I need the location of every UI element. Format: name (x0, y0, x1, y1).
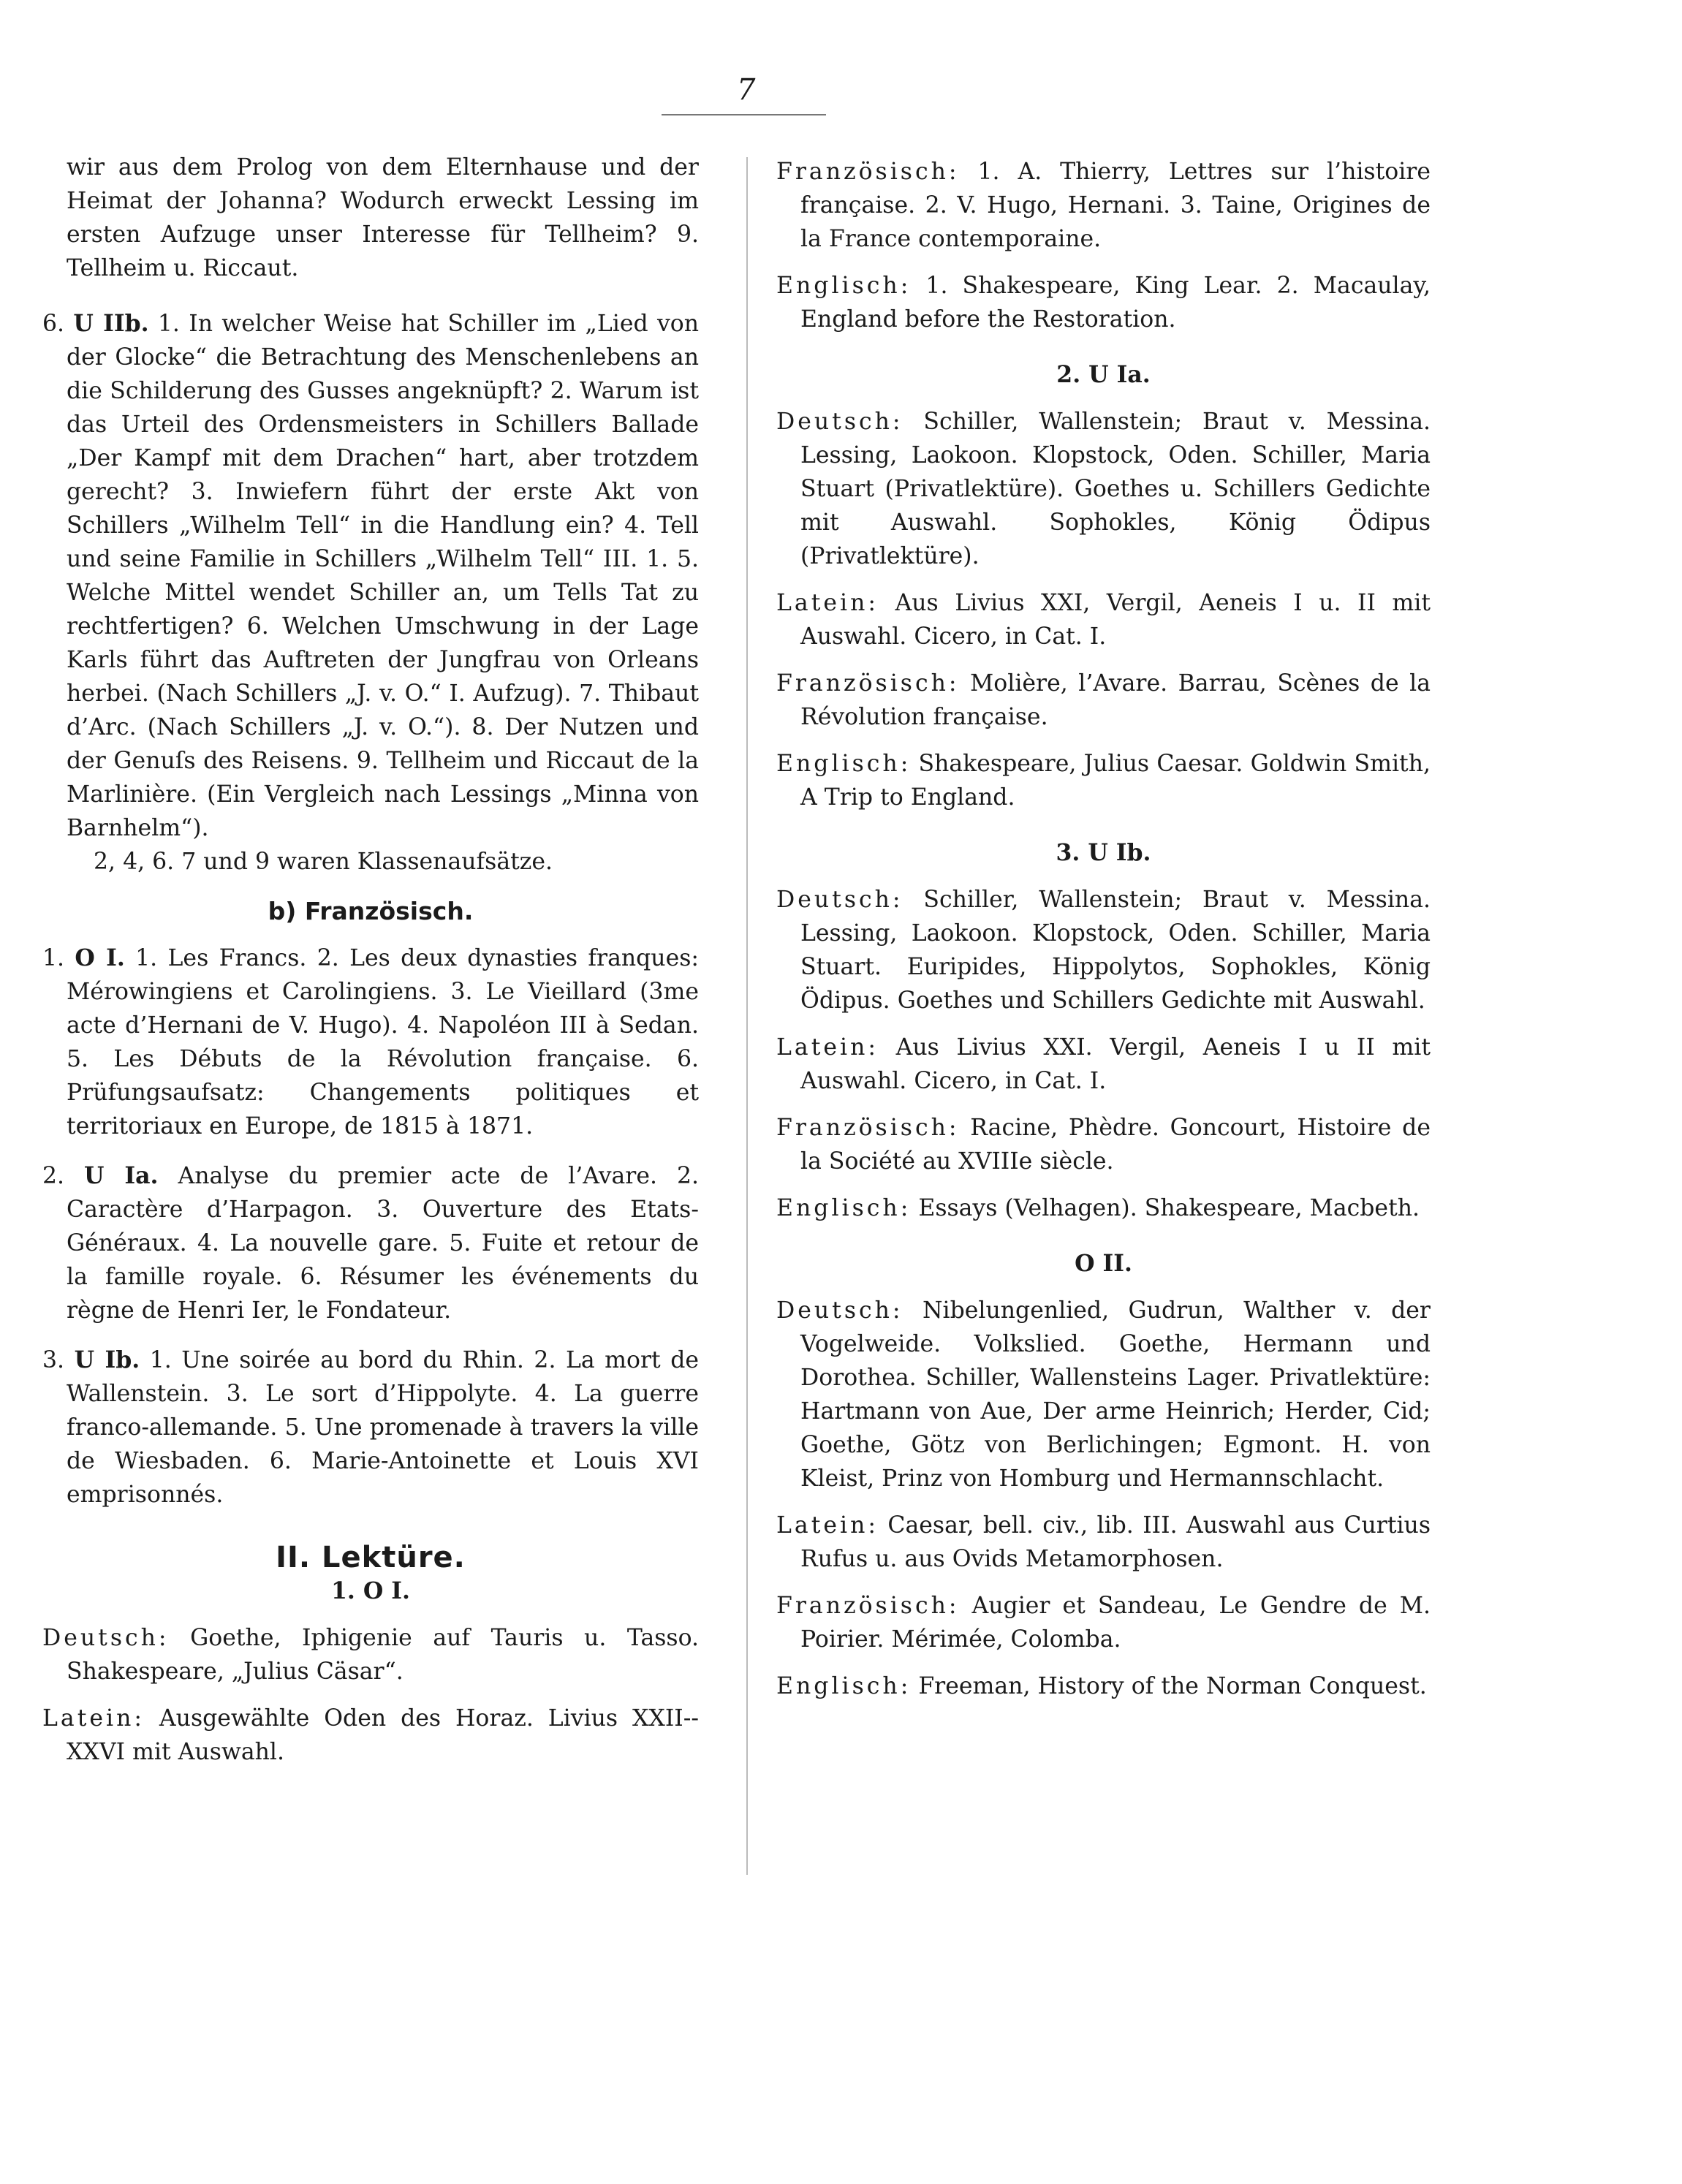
entry-text: Analyse du premier acte de l’Avare. 2. Caractère d’Harpagon. 3. Ouverture des Etats-Généraux. 4. La nouvelle gare. 5. Fuite et retour de la famille royale. 6. Résumer les événements du règne de Henri Ier, le Fondateur. (67, 1163, 699, 1324)
subject-label: Deutsch: (776, 887, 903, 913)
class-label: U Ia. (84, 1162, 159, 1189)
subject-label: Deutsch: (776, 409, 903, 435)
header-rule (662, 114, 826, 115)
subject-label: Französisch: (776, 670, 960, 697)
class-label: O I. (75, 944, 125, 971)
page-number: 7 (737, 73, 756, 107)
column-divider (746, 157, 748, 1875)
reading-entry (42, 1702, 699, 1769)
subject-label: Deutsch: (42, 1625, 170, 1651)
oii-heading: O II. (1075, 1250, 1132, 1277)
entry-number: 3. (42, 1347, 65, 1373)
subject-label: Latein: (776, 590, 879, 616)
reading-entry (42, 1621, 699, 1688)
entry-number: 1. (42, 945, 65, 971)
subject-label: Englisch: (776, 273, 912, 299)
entry-number: 6. (42, 311, 65, 337)
reading-text: Racine, Phèdre. Goncourt, Histoire de la Société au XVIIIe siècle. (800, 1115, 1431, 1175)
german-topics-uiib (42, 307, 699, 845)
entry-number: 2. (42, 1163, 65, 1189)
class-label: U Ib. (74, 1346, 140, 1373)
french-topics-uia (42, 1159, 699, 1327)
reading-text: Aus Livius XXI. Vergil, Aeneis I u II mit Auswahl. Cicero, in Cat. I. (800, 1034, 1431, 1094)
reading-entry (776, 1191, 1431, 1225)
french-heading: b) Französisch. (268, 897, 474, 925)
entry-text: 1. Les Francs. 2. Les deux dynasties franques: Mérowingiens et Carolingiens. 3. Le Vieillard (3me acte d’Hernani de V. Hugo). 4. Napoléon III à Sedan. 5. Les Débuts de la Révolution française. 6. Prüfungsaufsatz: Changements politiques et territoriaux en Europe, de 1815 à 1871. (67, 945, 700, 1140)
reading-entry (776, 667, 1431, 734)
entry-text: 1. Une soirée au bord du Rhin. 2. La mort de Wallenstein. 3. Le sort d’Hippolyte. 4. La guerre franco-allemande. 5. Une promenade à travers la ville de Wiesbaden. 6. Marie-Antoinette et Louis XVI emprisonnés. (67, 1347, 700, 1508)
reading-text: Molière, l’Avare. Barrau, Scènes de la Révolution française. (800, 670, 1431, 730)
reading-entry (776, 1669, 1431, 1703)
right-column (776, 151, 1431, 1703)
lektuere-heading: II. Lektüre. (276, 1541, 466, 1574)
reading-entry (776, 1589, 1431, 1656)
reading-text: Shakespeare, Julius Caesar. Goldwin Smith, A Trip to England. (800, 751, 1431, 811)
reading-entry (776, 405, 1431, 573)
uia-heading: 2. U Ia. (1056, 361, 1151, 388)
subject-label: Englisch: (776, 1673, 912, 1699)
subject-label: Englisch: (776, 751, 912, 777)
reading-entry (776, 1031, 1431, 1098)
french-topics-oi (42, 941, 699, 1143)
reading-entry (776, 747, 1431, 814)
reading-entry (776, 586, 1431, 653)
reading-text: Augier et Sandeau, Le Gendre de M. Poirier. Mérimée, Colomba. (800, 1593, 1431, 1653)
uib-heading: 3. U Ib. (1056, 839, 1151, 866)
reading-text: Goethe, Iphigenie auf Tauris u. Tasso. Shakespeare, „Julius Cäsar“. (67, 1625, 699, 1685)
subject-label: Französisch: (776, 1593, 960, 1619)
reading-text: 1. A. Thierry, Lettres sur l’histoire française. 2. V. Hugo, Hernani. 3. Taine, Origines de la France contemporaine. (800, 159, 1431, 252)
reading-text: Freeman, History of the Norman Conquest. (918, 1673, 1427, 1699)
french-topics-uib (42, 1343, 699, 1512)
reading-text: Schiller, Wallenstein; Braut v. Messina. Lessing, Laokoon. Klopstock, Oden. Schiller, Maria Stuart (Privatlektüre). Goethes u. Schillers Gedichte mit Auswahl. Sophokles, König Ödipus (Privatlektüre). (800, 409, 1431, 569)
subject-label: Englisch: (776, 1195, 912, 1221)
lektuere-oi-heading: 1. O I. (331, 1577, 410, 1604)
left-column (42, 151, 699, 1769)
reading-text: Aus Livius XXI, Vergil, Aeneis I u. II mit Auswahl. Cicero, in Cat. I. (800, 590, 1431, 650)
reading-text: Nibelungenlied, Gudrun, Walther v. der Vogelweide. Volkslied. Goethe, Hermann und Dorothea. Schiller, Wallensteins Lager. Privatlektüre: Hartmann von Aue, Der arme Heinrich; Herder, Cid; Goethe, Götz von Berlichingen; Egmont. H. von Kleist, Prinz von Homburg und Hermannschlacht. (800, 1297, 1431, 1492)
reading-text: Essays (Velhagen). Shakespeare, Macbeth. (918, 1195, 1420, 1221)
subject-label: Französisch: (776, 159, 960, 185)
subject-label: Französisch: (776, 1115, 960, 1141)
reading-text: Caesar, bell. civ., lib. III. Auswahl aus Curtius Rufus u. aus Ovids Metamorphosen. (800, 1512, 1431, 1572)
reading-text: 1. Shakespeare, King Lear. 2. Macaulay, England before the Restoration. (800, 273, 1431, 333)
reading-entry (776, 1509, 1431, 1576)
intro-continuation: wir aus dem Prolog von dem Elternhause und der Heimat der Johanna? Wodurch erweckt Lessing im ersten Aufzuge unser Interesse für Tellheim? 9. Tellheim u. Riccaut. (67, 154, 699, 281)
class-label: U IIb. (73, 310, 149, 337)
reading-text: Schiller, Wallenstein; Braut v. Messina. Lessing, Laokoon. Klopstock, Oden. Schiller, Maria Stuart. Euripides, Hippolytos, Sophokles, König Ödipus. Goethes und Schillers Gedichte mit Auswahl. (800, 887, 1431, 1014)
subject-label: Latein: (776, 1512, 879, 1539)
subject-label: Latein: (42, 1705, 145, 1732)
reading-text: Ausgewählte Oden des Horaz. Livius XXII--XXVI mit Auswahl. (67, 1705, 699, 1765)
reading-entry (776, 1111, 1431, 1178)
entry-text: 1. In welcher Weise hat Schiller im „Lied von der Glocke“ die Betrachtung des Menschenlebens an die Schilderung des Gusses angeknüpft? 2. Warum ist das Urteil des Ordensmeisters in Schillers Ballade „Der Kampf mit dem Drachen“ hart, aber trotzdem gerecht? 3. Inwiefern führt der erste Akt von Schillers „Wilhelm Tell“ in die Handlung ein? 4. Tell und seine Familie in Schillers „Wilhelm Tell“ III. 1. 5. Welche Mittel wendet Schiller an, um Tells Tat zu rechtfertigen? 6. Welchen Umschwung in der Lage Karls führt das Auftreten der Jungfrau von Orleans herbei. (Nach Schillers „J. v. O.“ I. Aufzug). 7. Thibaut d’Arc. (Nach Schillers „J. v. O.“). 8. Der Nutzen und der Genuſs des Reisens. 9. Tellheim und Riccaut de la Marlinière. (Ein Vergleich nach Lessings „Minna von Barnhelm“). (67, 311, 700, 841)
reading-entry (776, 883, 1431, 1017)
subject-label: Deutsch: (776, 1297, 903, 1324)
class-essays-note: 2, 4, 6. 7 und 9 waren Klassenaufsätze. (94, 849, 553, 875)
reading-entry (776, 155, 1431, 256)
reading-entry (776, 1294, 1431, 1495)
reading-entry (776, 269, 1431, 336)
subject-label: Latein: (776, 1034, 879, 1061)
